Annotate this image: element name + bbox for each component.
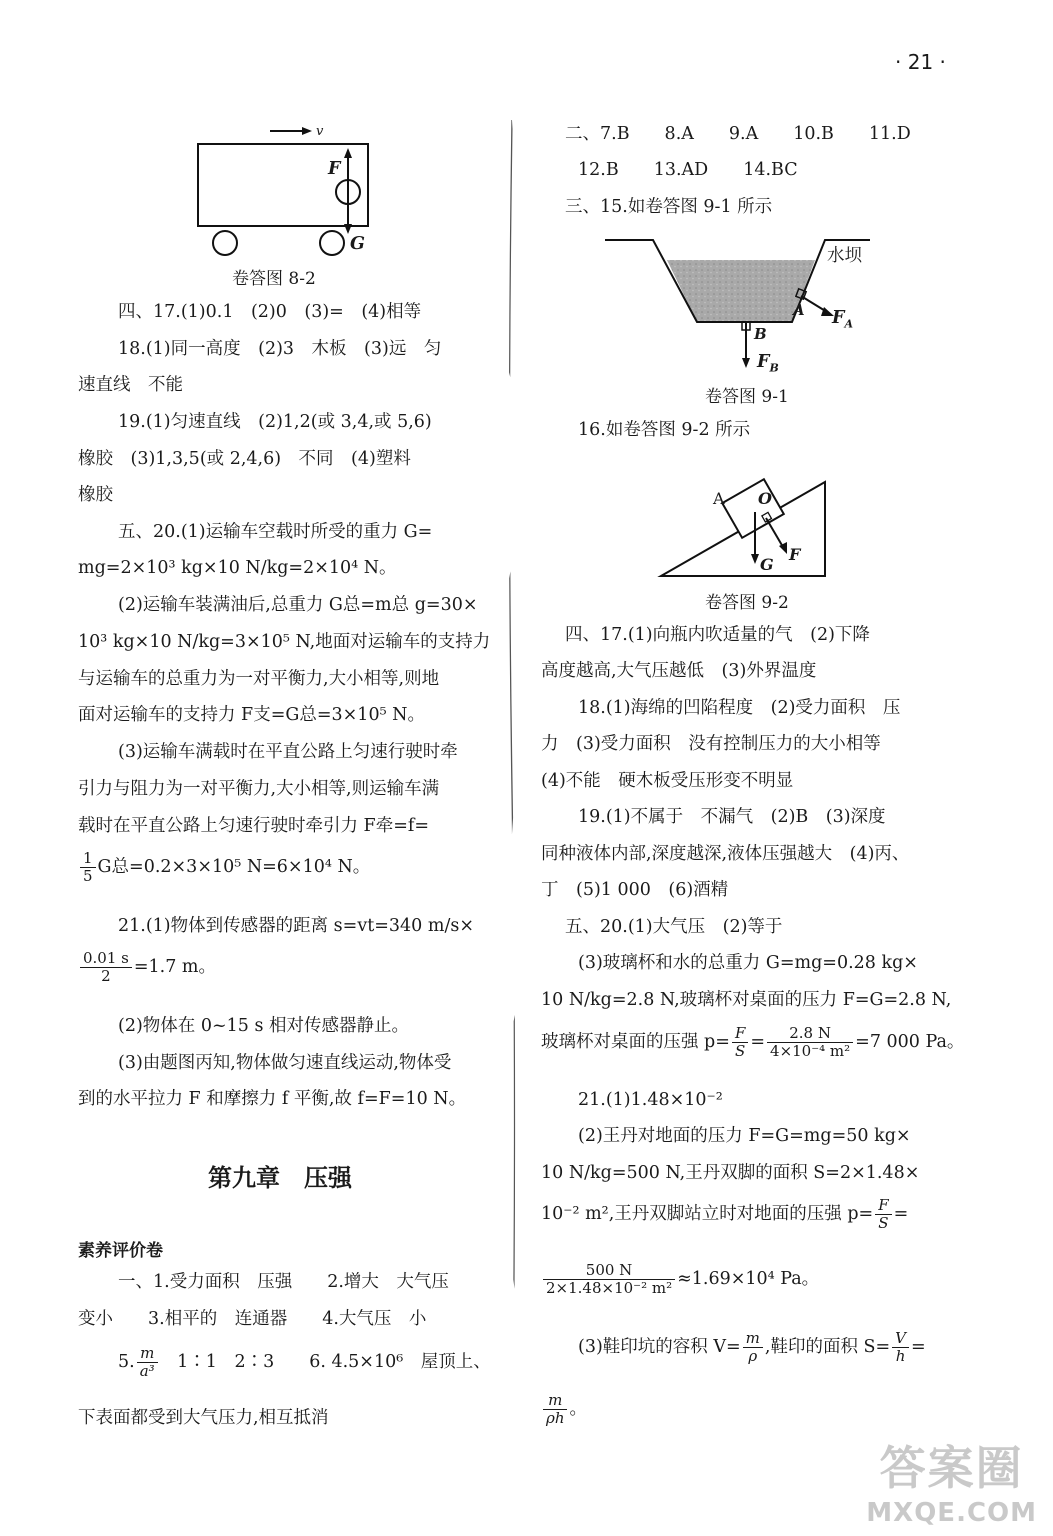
fraction-pressure-feet: $\frac{500 N}{\text{2×1.48×10⁻² m²}}$: [543, 1262, 675, 1297]
right-line-22: (3)鞋印坑的容积 V= $\frac{m}{\rho}$ ,鞋印的面积 S= $\frac{V}{h}$ =: [578, 1329, 926, 1365]
left-line-16: $\frac{1}{5}$ G总=0.2×3×10⁵ N=6×10⁴ N。: [78, 850, 370, 885]
left-line-22: 一、1.受力面积 压强 2.增大 大气压: [118, 1272, 449, 1292]
left-line-7: 五、20.(1)运输车空载时所受的重力 G=: [118, 522, 433, 542]
left-line-24: 5. $\frac{m}{\text{a³}}$ 1∶1 2∶3 6. 4.5×10⁶ 屋顶上、: [118, 1344, 491, 1380]
right-line-12: 丁 (5)1 000 (6)酒精: [541, 880, 729, 900]
section-heading: 素养评价卷: [78, 1241, 163, 1261]
column-divider: [505, 120, 519, 1460]
watermark-logo-text: 答案圈: [879, 1441, 1024, 1495]
fig82-G-label: G: [350, 234, 365, 254]
watermark-url: MXQE.COM: [866, 1498, 1037, 1528]
right-line-10: 19.(1)不属于 不漏气 (2)B (3)深度: [578, 807, 886, 827]
fig92-G-label: G: [760, 555, 774, 574]
left-line-9: (2)运输车装满油后,总重力 G总=m总 g=30×: [118, 595, 478, 615]
left-line-21: 到的水平拉力 F 和摩擦力 f 平衡,故 f=F=10 N。: [78, 1089, 467, 1109]
fraction-F-over-S: $\frac{F}{S}$: [732, 1025, 748, 1060]
chapter-title: 第九章 压强: [208, 1164, 352, 1192]
fraction-pressure-glass: $\frac{2.8 N}{\text{4×10⁻⁴ m²}}$: [767, 1025, 853, 1060]
right-line-18: (2)王丹对地面的压力 F=G=mg=50 kg×: [578, 1126, 911, 1146]
right-line-1: 二、7.B 8.A 9.A 10.B 11.D: [565, 124, 911, 144]
fig91-A-label: A: [793, 301, 805, 319]
left-line-4: 19.(1)匀速直线 (2)1,2(或 3,4,或 5,6): [118, 412, 432, 432]
fig92-F-label: F: [789, 545, 801, 564]
right-line-7: 18.(1)海绵的凹陷程度 (2)受力面积 压: [578, 698, 901, 718]
fig91-dam-label: 水坝: [827, 246, 862, 266]
fig82-caption: 卷答图 8-2: [232, 269, 316, 289]
left-line-15: 载时在平直公路上匀速行驶时牵引力 F牵=f=: [78, 816, 430, 836]
left-line-19: (2)物体在 0~15 s 相对传感器静止。: [118, 1016, 410, 1036]
left-line-5: 橡胶 (3)1,3,5(或 2,4,6) 不同 (4)塑料: [78, 449, 411, 469]
left-line-11: 与运输车的总重力为一对平衡力,大小相等,则地: [78, 669, 440, 689]
right-line-16: 玻璃杯对桌面的压强 p= $\frac{F}{S}$ = $\frac{2.8 N}{\text{4×10⁻⁴ m²}}$ =7 000 Pa。: [541, 1024, 965, 1060]
left-line-25: 下表面都受到大气压力,相互抵消: [78, 1408, 329, 1428]
left-line-3: 速直线 不能: [78, 375, 183, 395]
fraction-one-fifth: $\frac{1}{5}$: [80, 850, 96, 885]
figure-9-2: [655, 470, 835, 582]
fraction-V-over-h: $\frac{V}{h}$: [892, 1330, 909, 1365]
fig92-caption: 卷答图 9-2: [705, 593, 789, 613]
left-line-17: 21.(1)物体到传感器的距离 s=vt=340 m/s×: [118, 916, 475, 936]
right-line-2: 12.B 13.AD 14.BC: [578, 160, 798, 180]
right-line-11: 同种液体内部,深度越深,液体压强越大 (4)丙、: [541, 844, 910, 864]
right-line-19: 10 N/kg=500 N,王丹双脚的面积 S=2×1.48×: [541, 1163, 920, 1183]
page-number: · 21 ·: [895, 50, 946, 74]
fig91-FB-label: $F_B$: [757, 352, 779, 375]
right-line-17: 21.(1)1.48×10⁻²: [578, 1090, 723, 1110]
fig91-caption: 卷答图 9-1: [705, 387, 789, 407]
right-line-20: 10⁻² m²,王丹双脚站立时对地面的压强 p= $\frac{F}{S}$ =: [541, 1196, 909, 1232]
left-line-12: 面对运输车的支持力 F支=G总=3×10⁵ N。: [78, 705, 425, 725]
left-line-10: 10³ kg×10 N/kg=3×10⁵ N,地面对运输车的支持力: [78, 632, 491, 652]
left-line-1: 四、17.(1)0.1 (2)0 (3)= (4)相等: [118, 302, 422, 322]
left-line-2: 18.(1)同一高度 (2)3 木板 (3)远 匀: [118, 339, 442, 359]
right-line-3: 三、15.如卷答图 9-1 所示: [565, 197, 773, 217]
right-line-9: (4)不能 硬木板受压形变不明显: [541, 771, 794, 791]
fraction-F-over-S-2: $\frac{F}{S}$: [875, 1197, 891, 1232]
left-line-6: 橡胶: [78, 485, 113, 505]
fig82-F-label: F: [328, 159, 341, 179]
right-line-23: $\frac{m}{\rho h}$ 。: [541, 1392, 587, 1427]
right-line-21: $\frac{500 N}{\text{2×1.48×10⁻² m²}}$ ≈1.69×10⁴ Pa。: [541, 1262, 819, 1297]
left-line-23: 变小 3.相平的 连通器 4.大气压 小: [78, 1309, 427, 1329]
fig92-O-label: O: [758, 489, 772, 508]
right-line-15: 10 N/kg=2.8 N,玻璃杯对桌面的压力 F=G=2.8 N,: [541, 990, 952, 1010]
fig92-A-label: A: [713, 489, 725, 508]
right-line-5: 四、17.(1)向瓶内吹适量的气 (2)下降: [565, 625, 870, 645]
fraction-m-over-a3: $\frac{m}{\text{a³}}$: [137, 1345, 158, 1380]
left-line-8: mg=2×10³ kg×10 N/kg=2×10⁴ N。: [78, 558, 397, 578]
fraction-m-over-rho: $\frac{m}{\rho}$: [743, 1330, 763, 1365]
fig91-B-label: B: [754, 325, 767, 343]
right-line-14: (3)玻璃杯和水的总重力 G=mg=0.28 kg×: [578, 953, 918, 973]
right-line-4: 16.如卷答图 9-2 所示: [578, 420, 751, 440]
fig82-v-label: v: [316, 124, 324, 139]
right-line-8: 力 (3)受力面积 没有控制压力的大小相等: [541, 734, 881, 754]
right-line-6: 高度越高,大气压越低 (3)外界温度: [541, 661, 817, 681]
left-line-20: (3)由题图丙知,物体做匀速直线运动,物体受: [118, 1053, 452, 1073]
fig91-FA-label: $F_A$: [832, 308, 853, 331]
left-line-14: 引力与阻力为一对平衡力,大小相等,则运输车满: [78, 779, 440, 799]
watermark: [866, 1432, 1037, 1528]
fraction-m-over-rho-h: $\frac{m}{\rho h}$: [543, 1392, 567, 1427]
right-line-13: 五、20.(1)大气压 (2)等于: [565, 917, 783, 937]
fraction-time-half: $\frac{0.01 s}{2}$: [80, 950, 132, 985]
left-line-18: $\frac{0.01 s}{2}$ =1.7 m。: [78, 950, 216, 985]
left-line-13: (3)运输车满载时在平直公路上匀速行驶时牵: [118, 742, 458, 762]
